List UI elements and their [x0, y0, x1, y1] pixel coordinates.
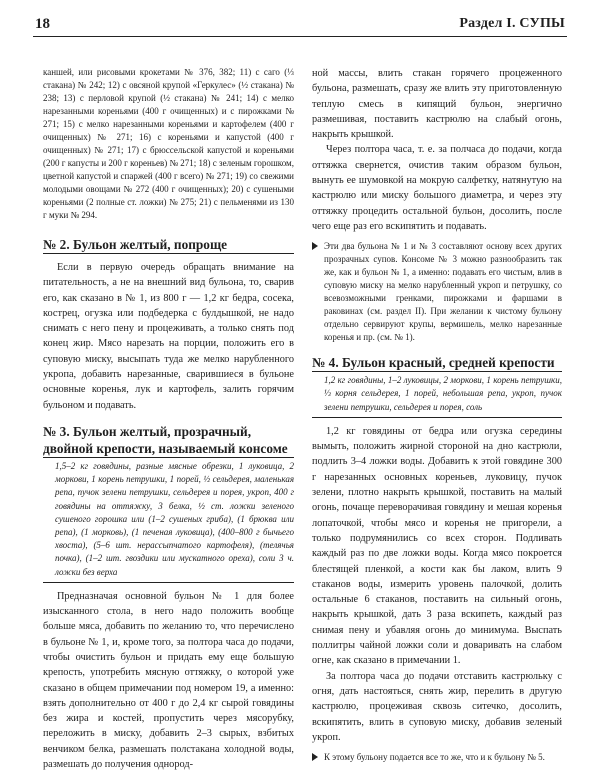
left-column [43, 66, 294, 772]
intro-list: каншей, или рисовыми крокетами № 376, 382; 11) с саго (⅓ стакана) № 242; 12) с овсяной крупой «Геркулес» (½ стакана) № 238; 13) с перловой крупой (½ стакана) № 241; 14) с мелко нарезанными кореньями (400 г очищенных) и с пирожками № 271; 15) с мелко нарезанными кореньями и картофелем (400 г очищенных) № 271; 16) с кореньями и капустой (400 г очищенных) № 271; 17) с брюссельской капустой и кореньями (200 г капусты и 200 г кореньев) № 271; 18) с зеленым горошком, цветной капустой и спаржей (400 г всего) № 271; 19) со свежими молодыми овощами № 272 (400 г очищенных); 20) с сушеными кореньями (2 полные ст. ложки) № 275; 21) с пельменями из 130 г муки № 294. [43, 67, 294, 220]
recipe-3-heading-line1: № 3. Бульон желтый, прозрачный, [43, 423, 252, 439]
right-column [312, 66, 562, 764]
recipe-2-heading-block [43, 236, 294, 254]
note-consomme-text: Эти два бульона № 1 и № 3 составляют основу всех других прозрачных супов. Консоме № 3 можно разнообразить так же, как и бульон № 1, а именно: подавать его чистым, влив в суповую миску на мелко нарубленный укроп и петрушку, со всевозможными гренками, пирожками и фаршами в раковинах (см. раздел II). При желании к чистому бульону отдельно сервируют крупы, вермишель, мелко нарезанные коренья и пр. (см. № 1). [324, 241, 562, 343]
recipe-3-heading-block [43, 423, 294, 458]
page-header [33, 14, 567, 37]
page-number: 18 [35, 16, 50, 32]
recipe-3-ingredients: 1,5–2 кг говядины, разные мясные обрезки, 1 луковица, 2 моркови, 1 корень петрушки, 1 порей, ½ сельдерея, маленькая репа, пучок зелени петрушки, сельдерея и порея, укроп, 400 г говядины на оттяжку, 3 белка, ½ ст. ложки зеленого сушеного горошка или (1–2 сушеных гриба), (1 брюква или репа), (1 морковь), (1 печеная луковица), (400–800 г бычьего хвоста), (5–6 шт. нерассыпчатого картофеля), (телячья почка), (1–2 шт. гвоздики или мускатного ореха), соли 3 ч. ложки без верха [43, 458, 294, 583]
recipe-4-heading: № 4. Бульон красный, средней крепости [312, 355, 555, 371]
section-title: Раздел I. СУПЫ [459, 16, 565, 31]
note-recipe-4-text: К этому бульону подается все то же, что и к бульону № 5. [324, 752, 545, 763]
recipe-4-ingredients: 1,2 кг говядины, 1–2 луковицы, 2 моркови, 1 корень петрушки, ⅓ корня сельдерея, 1 порей, небольшая репа, укроп, пучок зелени петрушки, сельдерея и порея, соль [312, 372, 562, 418]
recipe-2-heading: № 2. Бульон желтый, попроще [43, 237, 228, 252]
note-triangle-icon [312, 753, 318, 761]
recipe-3-text-continued: ной массы, влить стакан горячего процеженного бульона, размешать, сразу же влить эту приготовленную теплую смесь в кипящий бульон, энергично размешивая, поставить кастрюлю на слабый огонь, накрыть крышкой. [312, 68, 562, 141]
recipe-3-heading-line2: двойной крепости, называемый консоме [43, 440, 294, 458]
recipe-4-text-2: За полтора часа до подачи отставить кастрюльку с огня, дать настояться, снять жир, перелить в другую кастрюлю, процеживая сквозь ситечко, досолить, вскипятить, влить в суповую миску, добавив зеленый укроп. [312, 670, 562, 743]
note-consomme [312, 240, 562, 344]
recipe-4-text: 1,2 кг говядины от бедра или огузка середины вымыть, положить жирной стороной на дно кастрюли, подлить 3–4 ложки воды. Добавить к этой говядине 300 г нарезанных основных кореньев, луковицу, пучок зелени, плотно накрыть крышкой, поставить на малый огонь, почаще переворачивая говядину и мешая коренья лопаточкой, чтобы мясо и коренья не пригорели, а только подрумянились со всех сторон. Подливать каждый раз по две ложки воды. Когда мясо покроется блестящей пленкой, а кости как бы лаком, влить 9 стаканов воды, измерить уровень палочкой, долить остальные 6 стаканов, поставить на сильный огонь, накрыть крышкой, дать 3 раза вскипеть, каждый раз снимая пену и убавляя огонь до минимума. Выспать поллитры чайной ложки соли и доваривать на слабом огне, как сказано в примечании 1. [312, 425, 562, 667]
recipe-4-heading-block [312, 354, 562, 372]
note-triangle-icon [312, 242, 318, 250]
recipe-2-text: Если в первую очередь обращать внимание на питательность, а не на внешний вид бульона, то, сварив его, как сказано в № 1, из 800 г — 1,2 кг бедра, сосека, кострец, огузка или подбедерка с булдышкой, не надо снимать с него пену и процеживать, а только снять под конец жир. Мясо нарезать на порции, положить его в суповую миску, высыпать туда же мелко нарубленного укропа, добавить нарезанные, сварившиеся в бульоне основные коренья, лук и картофель, залить горячим бульоном и подавать. [43, 262, 294, 411]
recipe-3-text: Предназначая основной бульон № 1 для более изысканного стола, в него надо положить вообще больше мяса, добавить по желанию то, что перечислено в бульоне № 1, и, кроме того, за полтора часа до подачи, чтобы очистить бульон и придать ему еще большую крепость, употребить мясную оттяжку, о которой уже сказано в общем примечании под номером 19, а именно: взять дополнительно от 400 г до 2,4 кг сырой говядины без жира и костей, пропустить через мясорубку, переложить в миску, добавить 2–3 сырых, взбитых венчиком белка, размешать полстакана холодной воды, размешать до получения однород- [43, 590, 294, 771]
note-recipe-4 [312, 751, 562, 764]
recipe-3-text-continued-2: Через полтора часа, т. е. за полчаса до подачи, когда оттяжка свернется, очистив таким образом бульон, вынуть ее шумовкой на мокрую салфетку, натянутую на кастрюлю или миску большого диаметра, и через эту оттяжку процедить остальной бульон, досолить, после чего еще раз его вскипятить и подавать. [312, 144, 562, 232]
